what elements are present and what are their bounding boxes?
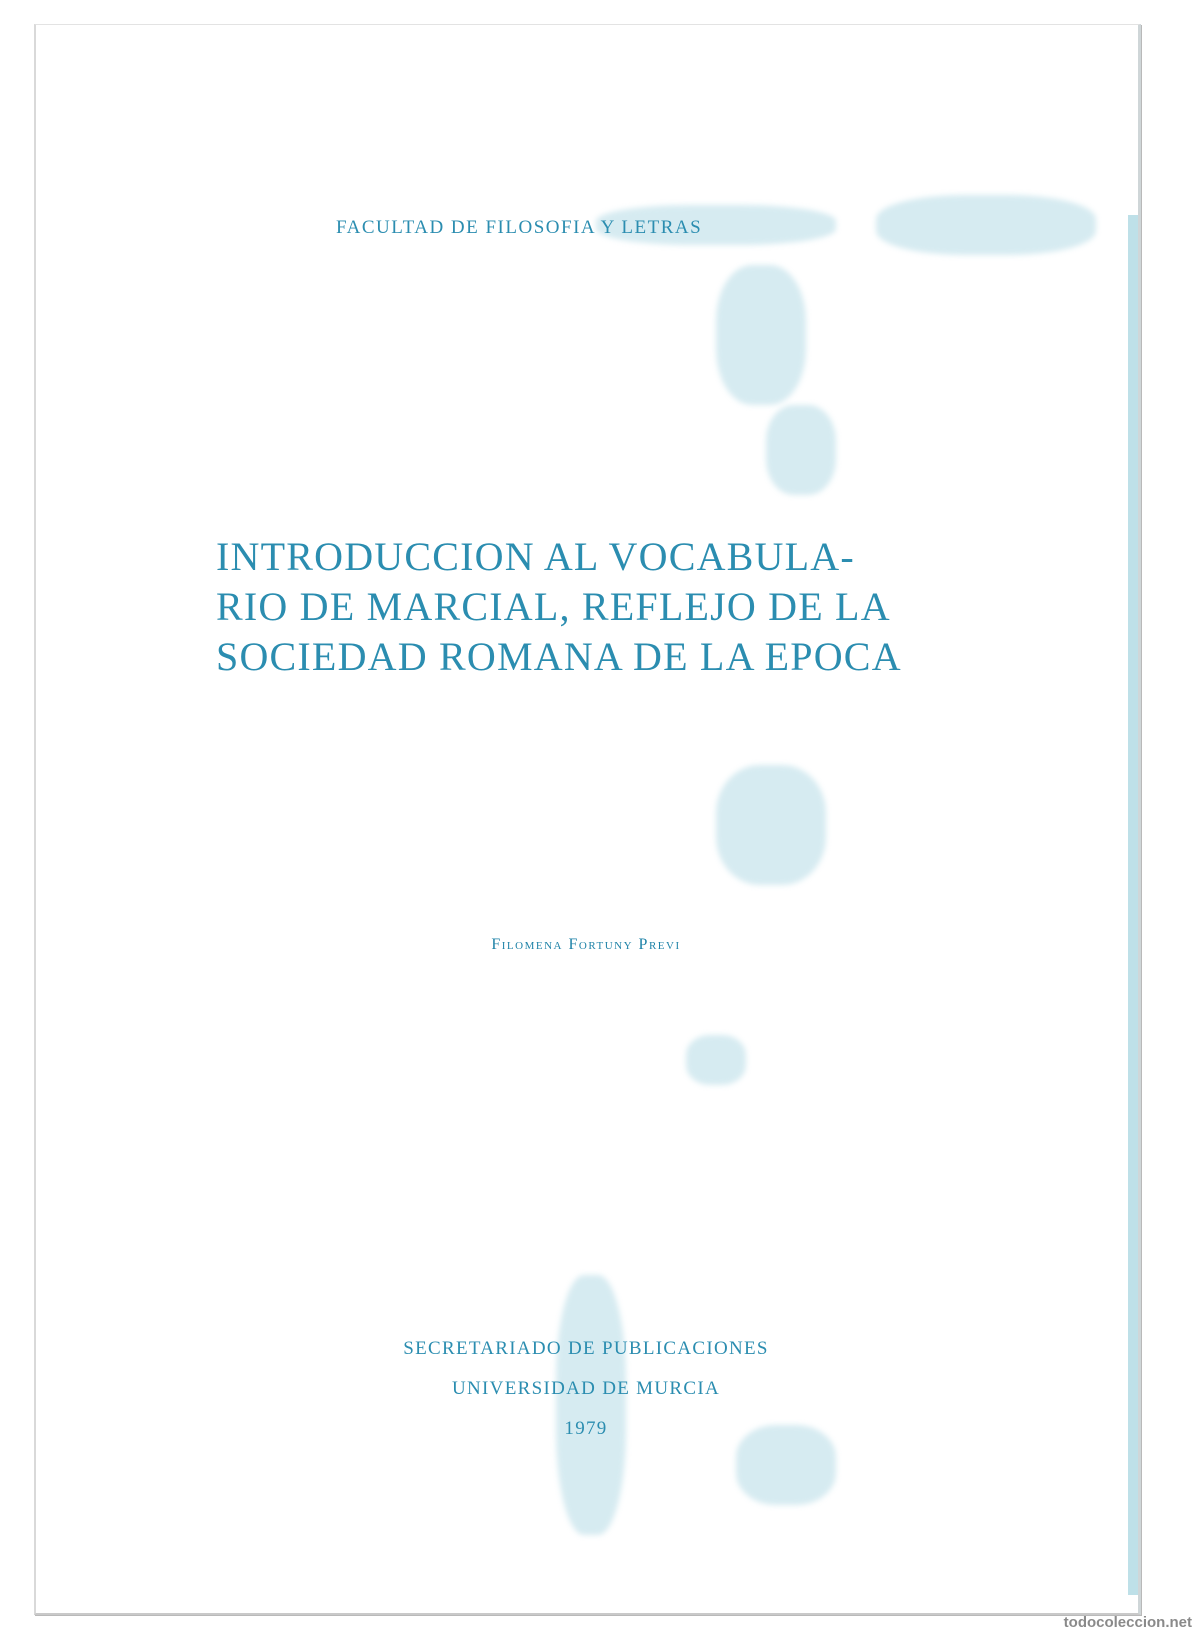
water-stain xyxy=(686,1035,746,1085)
water-stain xyxy=(716,265,806,405)
faculty-heading: FACULTAD DE FILOSOFIA Y LETRAS xyxy=(336,217,703,238)
book-cover xyxy=(34,24,1141,1615)
book-title xyxy=(216,532,976,682)
title-line-3: SOCIEDAD ROMANA DE LA EPOCA xyxy=(216,634,902,679)
publication-year: 1979 xyxy=(564,1418,608,1439)
edge-stain xyxy=(1128,215,1138,1595)
publisher-line-2: UNIVERSIDAD DE MURCIA xyxy=(452,1378,720,1399)
site-watermark: todocoleccion.net xyxy=(1063,1614,1192,1631)
water-stain xyxy=(716,765,826,885)
author-name: Filomena Fortuny Previ xyxy=(491,936,681,953)
title-line-1: INTRODUCCION AL VOCABULA- xyxy=(216,534,855,579)
water-stain xyxy=(766,405,836,495)
title-line-2: RIO DE MARCIAL, REFLEJO DE LA xyxy=(216,584,891,629)
water-stain xyxy=(876,195,1096,255)
publisher-block xyxy=(286,1329,886,1449)
publisher-line-1: SECRETARIADO DE PUBLICACIONES xyxy=(403,1338,769,1359)
